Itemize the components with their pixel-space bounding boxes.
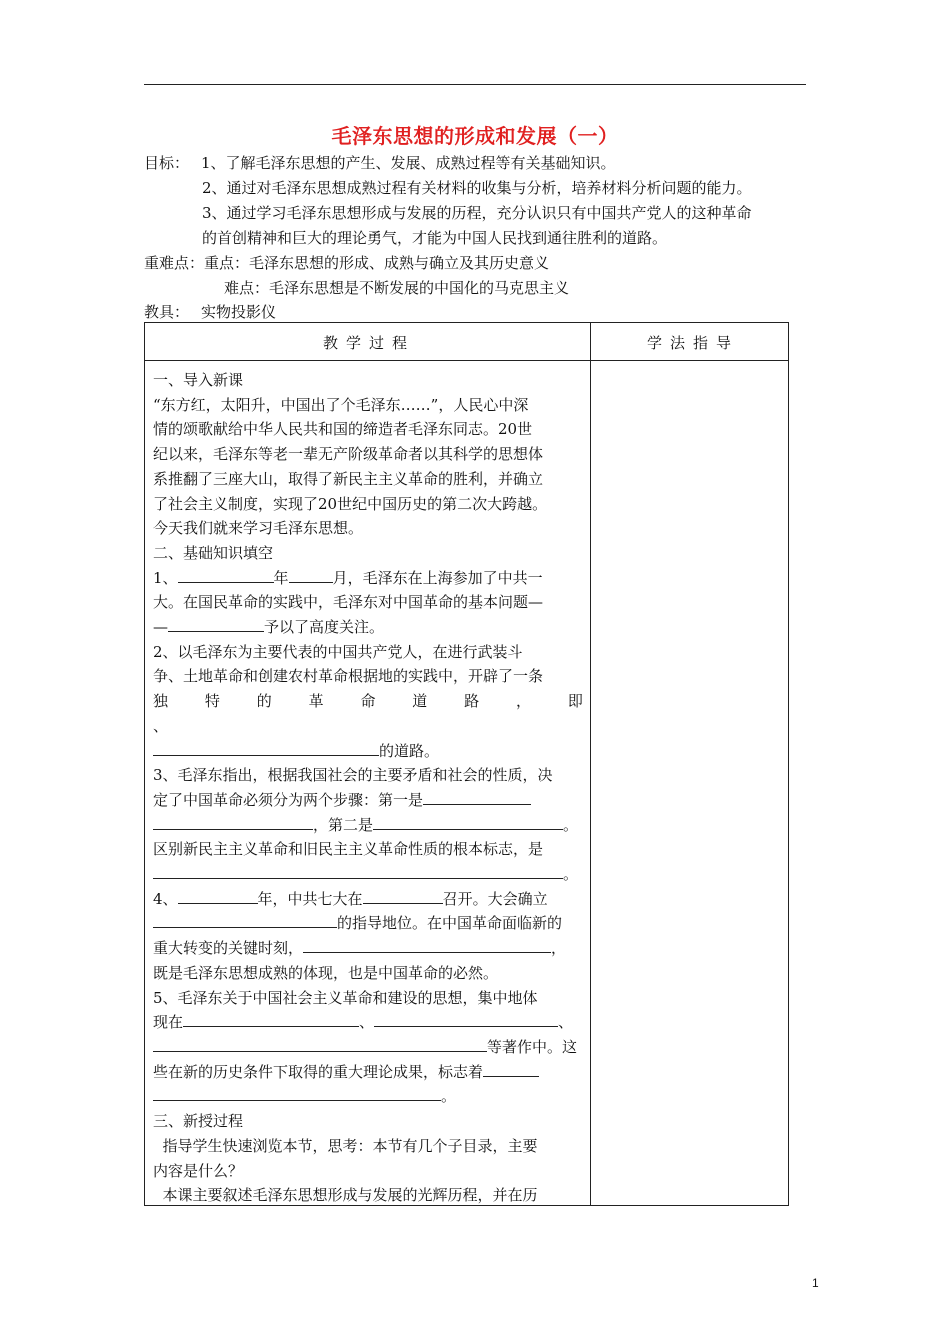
blank-q3-step1[interactable] — [423, 789, 531, 805]
blank-q3-sign[interactable] — [153, 863, 563, 879]
blank-q2-path[interactable] — [153, 740, 379, 756]
question-5-line-1: 5、毛泽东关于中国社会主义革命和建设的思想，集中地体 — [153, 988, 538, 1007]
key-point: 重点：毛泽东思想的形成、成熟与确立及其历史意义 — [204, 254, 550, 272]
goal-item-2: 2、通过对毛泽东思想成熟过程有关材料的收集与分析，培养材料分析问题的能力。 — [202, 179, 752, 197]
section-1-title: 一、导入新课 — [153, 371, 244, 389]
goal-item-3-cont: 的首创精神和巨大的理论勇气，才能为中国人民找到通往胜利的道路。 — [202, 229, 668, 247]
question-1-line-1: 1、 年 月，毛泽东在上海参加了中共一 — [153, 568, 543, 587]
question-3-line-1: 3、毛泽东指出，根据我国社会的主要矛盾和社会的性质，决 — [153, 766, 553, 785]
question-2-line-5: 的道路。 — [153, 739, 583, 764]
table-header-divider — [145, 360, 788, 361]
question-5-line-3: 等著作中。这 — [153, 1035, 583, 1060]
goal-item-1: 1、了解毛泽东思想的产生、发展、成熟过程等有关基础知识。 — [201, 154, 616, 172]
key-points-line — [144, 253, 549, 273]
blank-q5-work2[interactable] — [374, 1011, 558, 1027]
goals-label: 目标： — [144, 154, 190, 172]
blank-q4-thought[interactable] — [153, 912, 337, 928]
question-1-line-2: 大。在国民革命的实践中，毛泽东对中国革命的基本问题— — [153, 593, 544, 612]
table-column-divider — [590, 323, 591, 1205]
intro-line-1: “东方红，太阳升，中国出了个毛泽东……”，人民心中深 — [153, 395, 529, 414]
header-study-guidance: 学法指导 — [647, 334, 740, 352]
page-title: 毛泽东思想的形成和发展（一） — [331, 124, 619, 148]
page-number: 1 — [812, 1276, 819, 1290]
header-teaching-process: 教学过程 — [323, 334, 416, 352]
tools-label: 教具： — [144, 303, 190, 321]
question-2-line-2: 争、土地革命和创建农村革命根据地的实践中，开辟了一条 — [153, 667, 544, 686]
blank-q5-work1[interactable] — [183, 1011, 359, 1027]
tools-line — [144, 302, 276, 322]
lesson-table — [144, 322, 789, 1206]
intro-line-5: 了社会主义制度，实现了20世纪中国历史的第二次大跨越。 — [153, 494, 548, 513]
blank-q1-issue[interactable] — [168, 616, 264, 632]
blank-q1-month[interactable] — [289, 567, 333, 583]
blank-q5-mark-cont[interactable] — [153, 1085, 441, 1101]
tools-value: 实物投影仪 — [201, 303, 277, 321]
key-points-label: 重难点： — [144, 254, 205, 272]
goal-item-3: 3、通过学习毛泽东思想形成与发展的历程，充分认识只有中国共产党人的这种革命 — [202, 204, 752, 222]
question-4-line-3: 重大转变的关键时刻， ， — [153, 939, 567, 958]
question-4-line-4: 既是毛泽东思想成熟的体现，也是中国革命的必然。 — [153, 963, 499, 982]
intro-line-2: 情的颂歌献给中华人民共和国的缔造者毛泽东同志。20世 — [153, 420, 533, 439]
question-5-line-2: 现在 、 、 — [153, 1013, 574, 1032]
blank-q1-year[interactable] — [178, 567, 274, 583]
new-lesson-line-1: 指导学生快速浏览本节，思考：本节有几个子目录，主要 — [153, 1136, 538, 1155]
intro-line-4: 系推翻了三座大山，取得了新民主主义革命的胜利，并确立 — [153, 469, 544, 488]
difficult-point: 难点：毛泽东思想是不断发展的中国化的马克思主义 — [224, 279, 570, 297]
blank-q4-place[interactable] — [363, 888, 443, 904]
teaching-process-cell — [153, 368, 583, 1208]
question-1-line-3: — 予以了高度关注。 — [153, 618, 385, 637]
question-5-line-4: 些在新的历史条件下取得的重大理论成果，标志着 — [153, 1060, 583, 1085]
blank-q4-moment[interactable] — [303, 937, 551, 953]
question-2-line-3: 独 特 的 革 命 道 路 ， 即 — [153, 692, 583, 711]
intro-line-3: 纪以来，毛泽东等老一辈无产阶级革命者以其科学的思想体 — [153, 445, 544, 464]
blank-q3-step1-cont[interactable] — [153, 814, 313, 830]
question-2-line-4: 、 — [153, 716, 169, 735]
new-lesson-line-3: 本课主要叙述毛泽东思想形成与发展的光辉历程，并在历 — [153, 1186, 538, 1205]
blank-q5-work3[interactable] — [153, 1036, 487, 1052]
blank-q3-step2[interactable] — [373, 814, 563, 830]
question-2-line-1: 2、以毛泽东为主要代表的中国共产党人，在进行武装斗 — [153, 642, 523, 661]
new-lesson-line-2: 内容是什么？ — [153, 1161, 244, 1180]
question-3-line-2: 定了中国革命必须分为两个步骤：第一是 — [153, 788, 583, 813]
question-3-line-4: 区别新民主主义革命和旧民主主义革命性质的根本标志，是 — [153, 840, 544, 859]
question-5-line-5: 。 — [153, 1084, 583, 1109]
header-rule — [144, 84, 806, 85]
blank-q4-year[interactable] — [178, 888, 258, 904]
section-2-title: 二、基础知识填空 — [153, 543, 274, 562]
section-3-title: 三、新授过程 — [153, 1112, 244, 1131]
blank-q5-mark[interactable] — [483, 1061, 539, 1077]
question-3-line-3: ，第二是 。 — [153, 813, 583, 838]
question-3-line-5: 。 — [153, 862, 583, 887]
goals-line-1 — [144, 153, 616, 173]
question-4-line-2: 的指导地位。在中国革命面临新的 — [153, 911, 583, 936]
question-4-line-1: 4、 年，中共七大在 召开。大会确立 — [153, 889, 548, 908]
intro-line-6: 今天我们就来学习毛泽东思想。 — [153, 519, 364, 538]
